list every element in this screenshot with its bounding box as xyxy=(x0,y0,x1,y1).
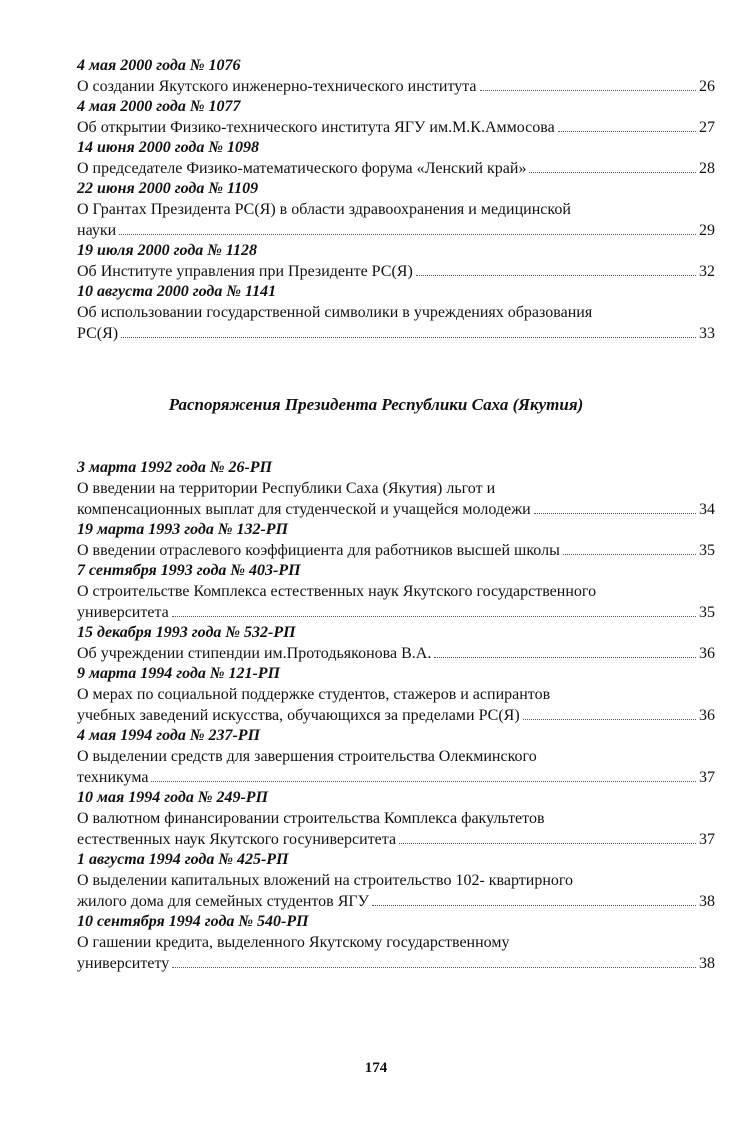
dot-leader xyxy=(434,657,696,658)
entry-title xyxy=(77,643,715,664)
dot-leader xyxy=(529,172,696,173)
entry-title-text: компенсационных выплат для студенческой и учащейся молодежи xyxy=(77,501,531,518)
entry-date: 10 августа 2000 года № 1141 xyxy=(77,283,277,300)
entry-title-text: университета xyxy=(77,604,169,621)
entry-title xyxy=(77,602,715,623)
entry-page-number: 35 xyxy=(699,542,715,559)
toc-entry xyxy=(77,912,715,974)
entry-title: Об использовании государственной символики в учреждениях образования xyxy=(77,304,593,321)
entry-page-number: 34 xyxy=(699,501,715,518)
toc-entry xyxy=(77,282,715,344)
entry-title: О гашении кредита, выделенного Якутскому государственному xyxy=(77,934,510,951)
entry-title-text: Об открытии Физико-технического института ЯГУ им.М.К.Аммосова xyxy=(77,119,555,136)
dot-leader xyxy=(151,781,696,782)
entry-date: 14 июня 2000 года № 1098 xyxy=(77,139,259,156)
entry-title-text: Об учреждении стипендии им.Протодьяконова В.А. xyxy=(77,645,432,662)
entry-title xyxy=(77,705,715,726)
entry-title-text: О председателе Физико-математического форума «Ленский край» xyxy=(77,160,527,177)
dot-leader xyxy=(416,275,696,276)
dot-leader xyxy=(172,616,696,617)
entry-title-text: О создании Якутского инженерно-технического института xyxy=(77,78,477,95)
toc-entry xyxy=(77,179,715,241)
entry-title xyxy=(77,891,715,912)
entry-title: О введении на территории Республики Саха (Якутия) льгот и xyxy=(77,480,496,497)
entry-page-number: 32 xyxy=(699,263,715,280)
toc-entry xyxy=(77,561,715,623)
entry-title-text: науки xyxy=(77,222,117,239)
toc-entry xyxy=(77,97,715,138)
entry-date: 10 мая 1994 года № 249-РП xyxy=(77,789,269,806)
entry-title: О Грантах Президента РС(Я) в области здравоохранения и медицинской xyxy=(77,201,571,218)
dot-leader xyxy=(534,513,696,514)
entry-title: О валютном финансировании строительства Комплекса факультетов xyxy=(77,810,545,827)
entry-date: 7 сентября 1993 года № 403-РП xyxy=(77,562,301,579)
dot-leader xyxy=(558,131,696,132)
entry-title xyxy=(77,323,715,344)
entry-title-text: учебных заведений искусства, обучающихся за пределами РС(Я) xyxy=(77,707,520,724)
dot-leader xyxy=(523,719,696,720)
entry-date: 4 мая 2000 года № 1076 xyxy=(77,57,241,74)
toc-entry xyxy=(77,726,715,788)
entry-page-number: 36 xyxy=(699,707,715,724)
entry-title-text: РС(Я) xyxy=(77,325,119,342)
entry-title: О выделении средств для завершения строительства Олекминского xyxy=(77,748,537,765)
dot-leader xyxy=(372,905,696,906)
entry-title-text: университету xyxy=(77,955,170,972)
toc-block-orders xyxy=(77,458,715,974)
entry-page-number: 27 xyxy=(699,119,715,136)
entry-title xyxy=(77,953,715,974)
entry-title-text: жилого дома для семейных студентов ЯГУ xyxy=(77,893,369,910)
toc-entry xyxy=(77,458,715,520)
entry-date: 22 июня 2000 года № 1109 xyxy=(77,180,259,197)
dot-leader xyxy=(399,843,696,844)
entry-title xyxy=(77,220,715,241)
entry-page-number: 29 xyxy=(699,222,715,239)
dot-leader xyxy=(119,234,696,235)
page-number: 174 xyxy=(364,1060,388,1076)
entry-title: О мерах по социальной поддержке студентов, стажеров и аспирантов xyxy=(77,686,551,703)
toc-entry xyxy=(77,138,715,179)
entry-date: 19 июля 2000 года № 1128 xyxy=(77,242,258,259)
entry-date: 4 мая 1994 года № 237-РП xyxy=(77,727,261,744)
entry-page-number: 36 xyxy=(699,645,715,662)
dot-leader xyxy=(172,967,696,968)
toc-entry xyxy=(77,56,715,97)
entry-page-number: 35 xyxy=(699,604,715,621)
toc-entry xyxy=(77,664,715,726)
entry-page-number: 37 xyxy=(699,831,715,848)
entry-title xyxy=(77,117,715,138)
entry-title-text: естественных наук Якутского госуниверситета xyxy=(77,831,397,848)
dot-leader xyxy=(563,554,696,555)
entry-title xyxy=(77,76,715,97)
entry-title xyxy=(77,261,715,282)
entry-title: О выделении капитальных вложений на строительство 102- квартирного xyxy=(77,872,574,889)
entry-title xyxy=(77,767,715,788)
entry-title: О строительстве Комплекса естественных наук Якутского государственного xyxy=(77,583,597,600)
entry-page-number: 38 xyxy=(699,893,715,910)
entry-date: 3 марта 1992 года № 26-РП xyxy=(77,459,273,476)
entry-date: 10 сентября 1994 года № 540-РП xyxy=(77,913,309,930)
toc-entry xyxy=(77,623,715,664)
entry-page-number: 28 xyxy=(699,160,715,177)
toc-entry xyxy=(77,241,715,282)
entry-title xyxy=(77,540,715,561)
entry-page-number: 26 xyxy=(699,78,715,95)
entry-date: 9 марта 1994 года № 121-РП xyxy=(77,665,281,682)
toc-entry xyxy=(77,850,715,912)
entry-page-number: 37 xyxy=(699,769,715,786)
entry-title xyxy=(77,158,715,179)
section-heading: Распоряжения Президента Республики Саха (Якутия) xyxy=(168,395,584,414)
entry-date: 1 августа 1994 года № 425-РП xyxy=(77,851,289,868)
entry-title-text: техникума xyxy=(77,769,149,786)
toc-entry xyxy=(77,788,715,850)
entry-title xyxy=(77,829,715,850)
entry-page-number: 33 xyxy=(699,325,715,342)
entry-date: 4 мая 2000 года № 1077 xyxy=(77,98,241,115)
entry-page-number: 38 xyxy=(699,955,715,972)
dot-leader xyxy=(121,337,696,338)
entry-date: 15 декабря 1993 года № 532-РП xyxy=(77,624,296,641)
entry-date: 19 марта 1993 года № 132-РП xyxy=(77,521,289,538)
entry-title-text: Об Институте управления при Президенте РС(Я) xyxy=(77,263,413,280)
toc-entry xyxy=(77,520,715,561)
dot-leader xyxy=(480,90,696,91)
entry-title xyxy=(77,499,715,520)
toc-block-decrees xyxy=(77,56,715,344)
entry-title-text: О введении отраслевого коэффициента для работников высшей школы xyxy=(77,542,560,559)
